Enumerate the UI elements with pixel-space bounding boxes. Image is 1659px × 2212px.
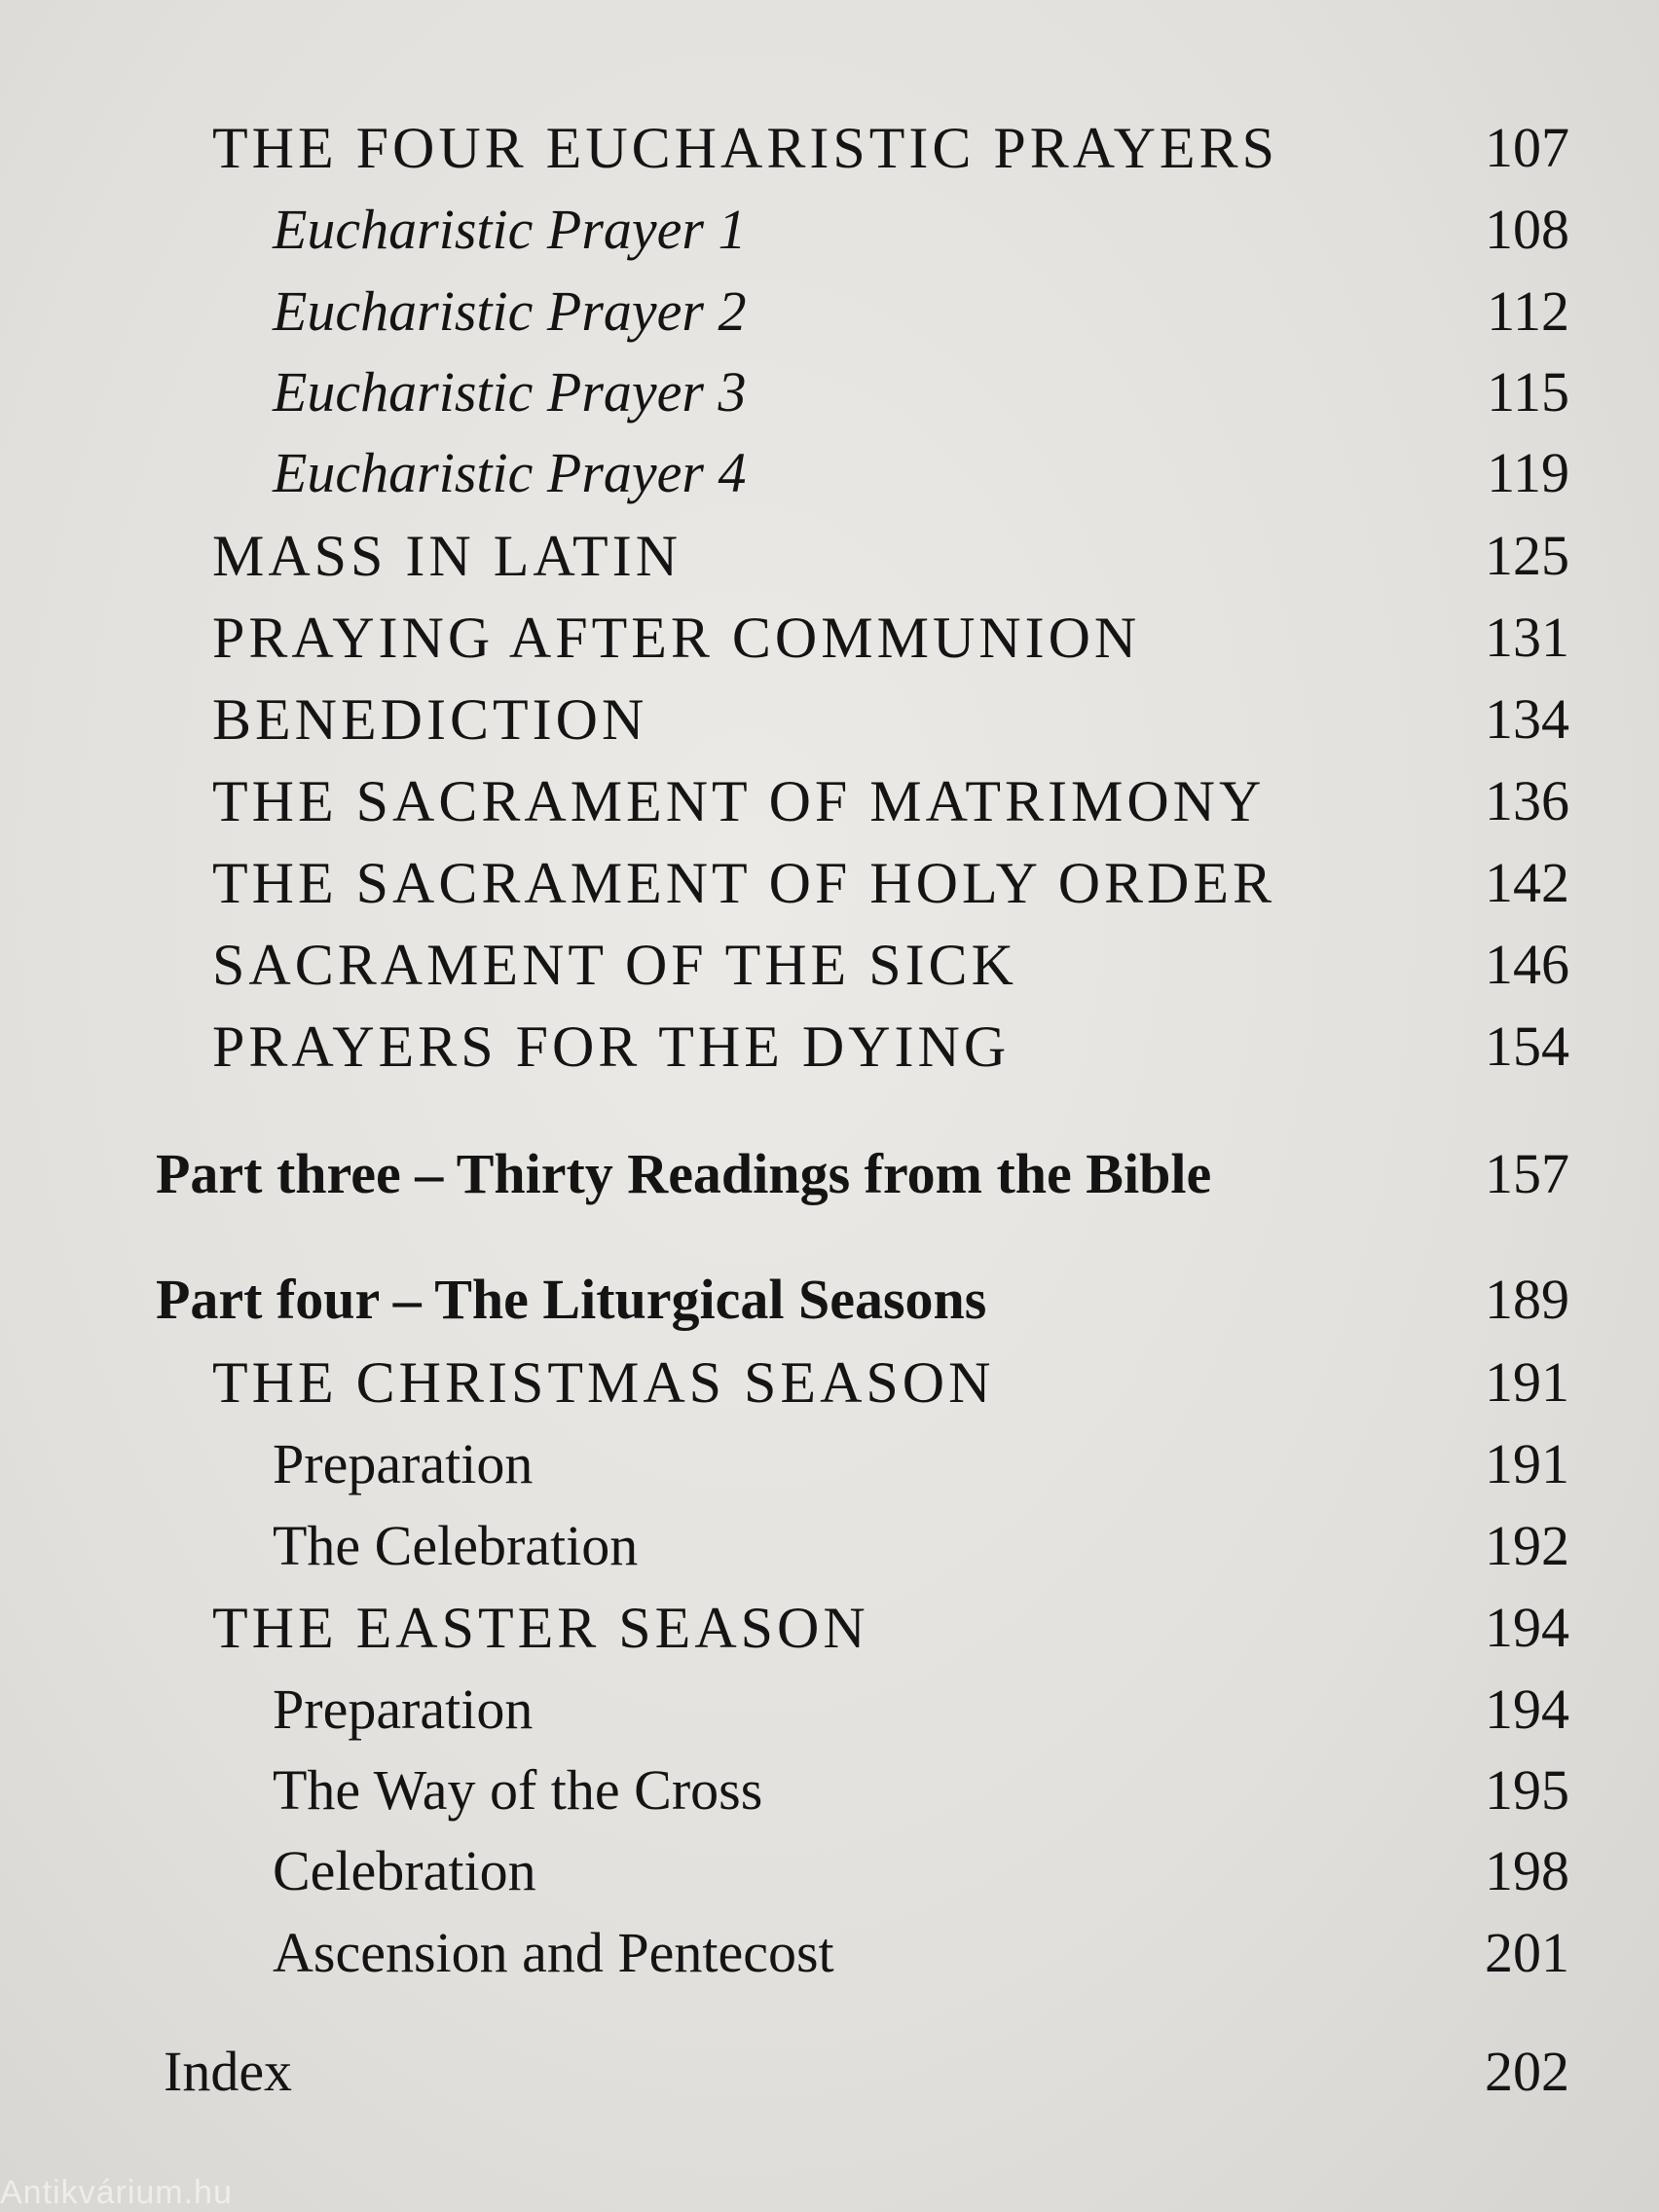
toc-entry bbox=[0, 1344, 1659, 1421]
toc-entry bbox=[0, 517, 1659, 595]
toc-entry bbox=[0, 762, 1659, 840]
toc-entry-title: Eucharistic Prayer 2 bbox=[273, 279, 747, 343]
toc-page-number: 191 bbox=[1485, 1432, 1569, 1495]
toc-entry bbox=[0, 599, 1659, 677]
toc-page-number: 125 bbox=[1485, 524, 1569, 587]
toc-entry bbox=[0, 1671, 1659, 1749]
toc-entry bbox=[0, 2033, 1659, 2111]
toc-entry-title: The Celebration bbox=[273, 1514, 639, 1577]
toc-entry-title: The Way of the Cross bbox=[273, 1758, 763, 1822]
toc-entry-title: Preparation bbox=[273, 1677, 534, 1741]
toc-page-number: 157 bbox=[1485, 1142, 1569, 1205]
toc-page-number: 131 bbox=[1485, 606, 1569, 669]
toc-part-heading bbox=[0, 1261, 1659, 1339]
toc-page-number: 115 bbox=[1487, 360, 1569, 424]
toc-entry bbox=[0, 844, 1659, 922]
toc-page-number: 198 bbox=[1485, 1839, 1569, 1902]
toc-entry-title: Eucharistic Prayer 4 bbox=[273, 441, 747, 504]
toc-entry bbox=[0, 1507, 1659, 1585]
toc-entry bbox=[0, 273, 1659, 350]
toc-entry-title: PRAYING AFTER COMMUNION bbox=[212, 606, 1141, 670]
toc-page-number: 134 bbox=[1485, 687, 1569, 751]
toc-entry-title: THE SACRAMENT OF HOLY ORDER bbox=[212, 851, 1276, 915]
toc-page-number: 201 bbox=[1485, 1921, 1569, 1984]
toc-entry bbox=[0, 926, 1659, 1004]
toc-page-number: 189 bbox=[1485, 1268, 1569, 1331]
toc-page-number: 146 bbox=[1485, 933, 1569, 996]
toc-part-heading bbox=[0, 1135, 1659, 1213]
toc-entry bbox=[0, 1425, 1659, 1503]
toc-page-number: 136 bbox=[1485, 769, 1569, 832]
toc-entry-title: Eucharistic Prayer 1 bbox=[273, 198, 747, 261]
toc-page-number: 202 bbox=[1485, 2040, 1569, 2103]
toc-page-number: 154 bbox=[1485, 1014, 1569, 1078]
toc-entry bbox=[0, 1589, 1659, 1667]
toc-page-number: 142 bbox=[1485, 851, 1569, 914]
toc-entry-title: Part three – Thirty Readings from the Bible bbox=[156, 1142, 1212, 1205]
toc-entry-title: THE FOUR EUCHARISTIC PRAYERS bbox=[212, 116, 1278, 180]
toc-page-number: 119 bbox=[1487, 441, 1569, 504]
toc-entry bbox=[0, 1008, 1659, 1086]
toc-page-number: 108 bbox=[1485, 198, 1569, 261]
toc-entry bbox=[0, 191, 1659, 269]
toc-entry-title: Celebration bbox=[273, 1839, 536, 1902]
toc-entry bbox=[0, 109, 1659, 187]
toc-page-number: 194 bbox=[1485, 1596, 1569, 1659]
toc-entry-title: Eucharistic Prayer 3 bbox=[273, 360, 747, 424]
toc-entry bbox=[0, 681, 1659, 758]
toc-entry bbox=[0, 353, 1659, 431]
toc-entry-title: Part four – The Liturgical Seasons bbox=[156, 1268, 987, 1331]
toc-entry-title: Index bbox=[164, 2040, 293, 2103]
watermark: Antikvárium.hu bbox=[0, 2174, 233, 2211]
toc-entry-title: Preparation bbox=[273, 1432, 534, 1495]
toc-entry-title: Ascension and Pentecost bbox=[273, 1921, 834, 1984]
toc-entry bbox=[0, 1832, 1659, 1910]
toc-page-number: 191 bbox=[1485, 1350, 1569, 1414]
toc-entry bbox=[0, 1914, 1659, 1992]
toc-entry-title: BENEDICTION bbox=[212, 687, 648, 752]
toc-entry bbox=[0, 434, 1659, 512]
toc-page-number: 112 bbox=[1487, 279, 1569, 343]
toc-page-number: 194 bbox=[1485, 1677, 1569, 1741]
toc-page-number: 107 bbox=[1485, 116, 1569, 179]
toc-entry-title: THE CHRISTMAS SEASON bbox=[212, 1350, 995, 1415]
toc-page-number: 192 bbox=[1485, 1514, 1569, 1577]
toc-entry-title: SACRAMENT OF THE SICK bbox=[212, 933, 1017, 997]
toc-entry-title: THE SACRAMENT OF MATRIMONY bbox=[212, 769, 1266, 833]
toc-entry bbox=[0, 1751, 1659, 1829]
toc-entry-title: THE EASTER SEASON bbox=[212, 1596, 869, 1660]
toc-entry-title: PRAYERS FOR THE DYING bbox=[212, 1014, 1011, 1079]
toc-page-number: 195 bbox=[1485, 1758, 1569, 1822]
toc-entry-title: MASS IN LATIN bbox=[212, 524, 682, 588]
